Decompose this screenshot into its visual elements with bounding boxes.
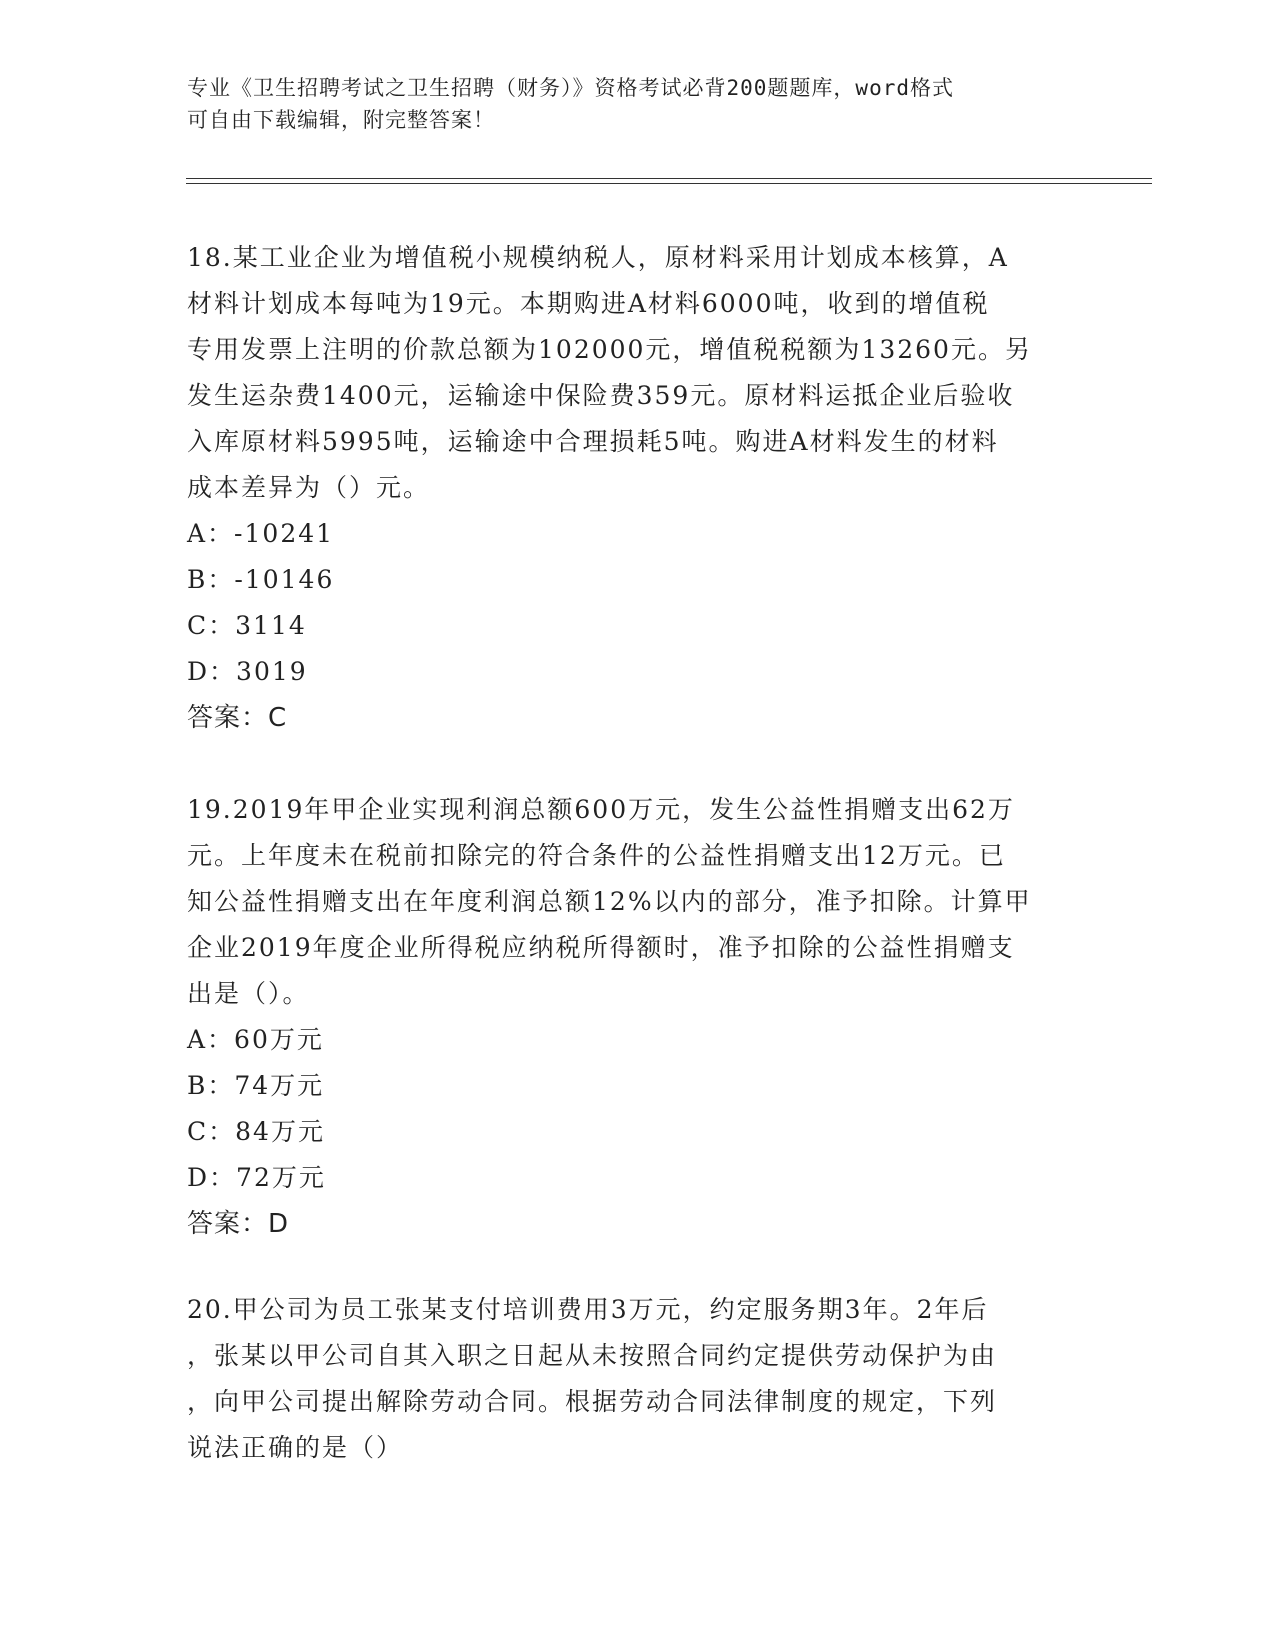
option-c: C：84万元 — [187, 1117, 325, 1146]
question-text-line: 出是（）。 — [187, 979, 310, 1008]
question-text-line: 知公益性捐赠支出在年度利润总额12%以内的部分，准予扣除。计算甲 — [187, 887, 1032, 916]
option-d: D：3019 — [187, 657, 308, 686]
header-divider-bottom — [186, 183, 1152, 184]
question-text-line: 企业2019年度企业所得税应纳税所得额时，准予扣除的公益性捐赠支 — [187, 933, 1015, 962]
header-divider-top — [186, 178, 1152, 179]
option-a: A：-10241 — [187, 519, 335, 548]
option-b: B：74万元 — [187, 1071, 325, 1100]
question-text-line: 元。上年度未在税前扣除完的符合条件的公益性捐赠支出12万元。已 — [187, 841, 1006, 870]
question-text-line: ，向甲公司提出解除劳动合同。根据劳动合同法律制度的规定，下列 — [187, 1387, 998, 1416]
header-line-1: 专业《卫生招聘考试之卫生招聘（财务）》资格考试必背200题题库，word格式 — [187, 76, 954, 100]
question-text-line: 18.某工业企业为增值税小规模纳税人，原材料采用计划成本核算，A — [187, 243, 1009, 272]
question-text-line: 专用发票上注明的价款总额为102000元，增值税税额为13260元。另 — [187, 335, 1032, 364]
question-text-line: ，张某以甲公司自其入职之日起从未按照合同约定提供劳动保护为由 — [187, 1341, 998, 1370]
document-header — [187, 72, 1087, 136]
question-text-line: 说法正确的是（） — [187, 1433, 404, 1462]
question-text-line: 成本差异为（）元。 — [187, 473, 431, 502]
header-line-2: 可自由下载编辑，附完整答案！ — [187, 108, 495, 132]
question-text-line: 发生运杂费1400元，运输途中保险费359元。原材料运抵企业后验收 — [187, 381, 1015, 410]
question-text-line: 20.甲公司为员工张某支付培训费用3万元，约定服务期3年。2年后 — [187, 1295, 989, 1324]
option-d: D：72万元 — [187, 1163, 326, 1192]
answer: 答案：C — [187, 703, 288, 733]
question-18 — [187, 235, 1087, 741]
question-text-line: 材料计划成本每吨为19元。本期购进A材料6000吨，收到的增值税 — [187, 289, 990, 318]
answer: 答案：D — [187, 1209, 290, 1239]
question-19 — [187, 787, 1087, 1247]
option-a: A：60万元 — [187, 1025, 324, 1054]
option-b: B：-10146 — [187, 565, 335, 594]
question-20 — [187, 1287, 1087, 1471]
question-text-line: 19.2019年甲企业实现利润总额600万元，发生公益性捐赠支出62万 — [187, 795, 1015, 824]
question-text-line: 入库原材料5995吨，运输途中合理损耗5吨。购进A材料发生的材料 — [187, 427, 999, 456]
option-c: C：3114 — [187, 611, 307, 640]
